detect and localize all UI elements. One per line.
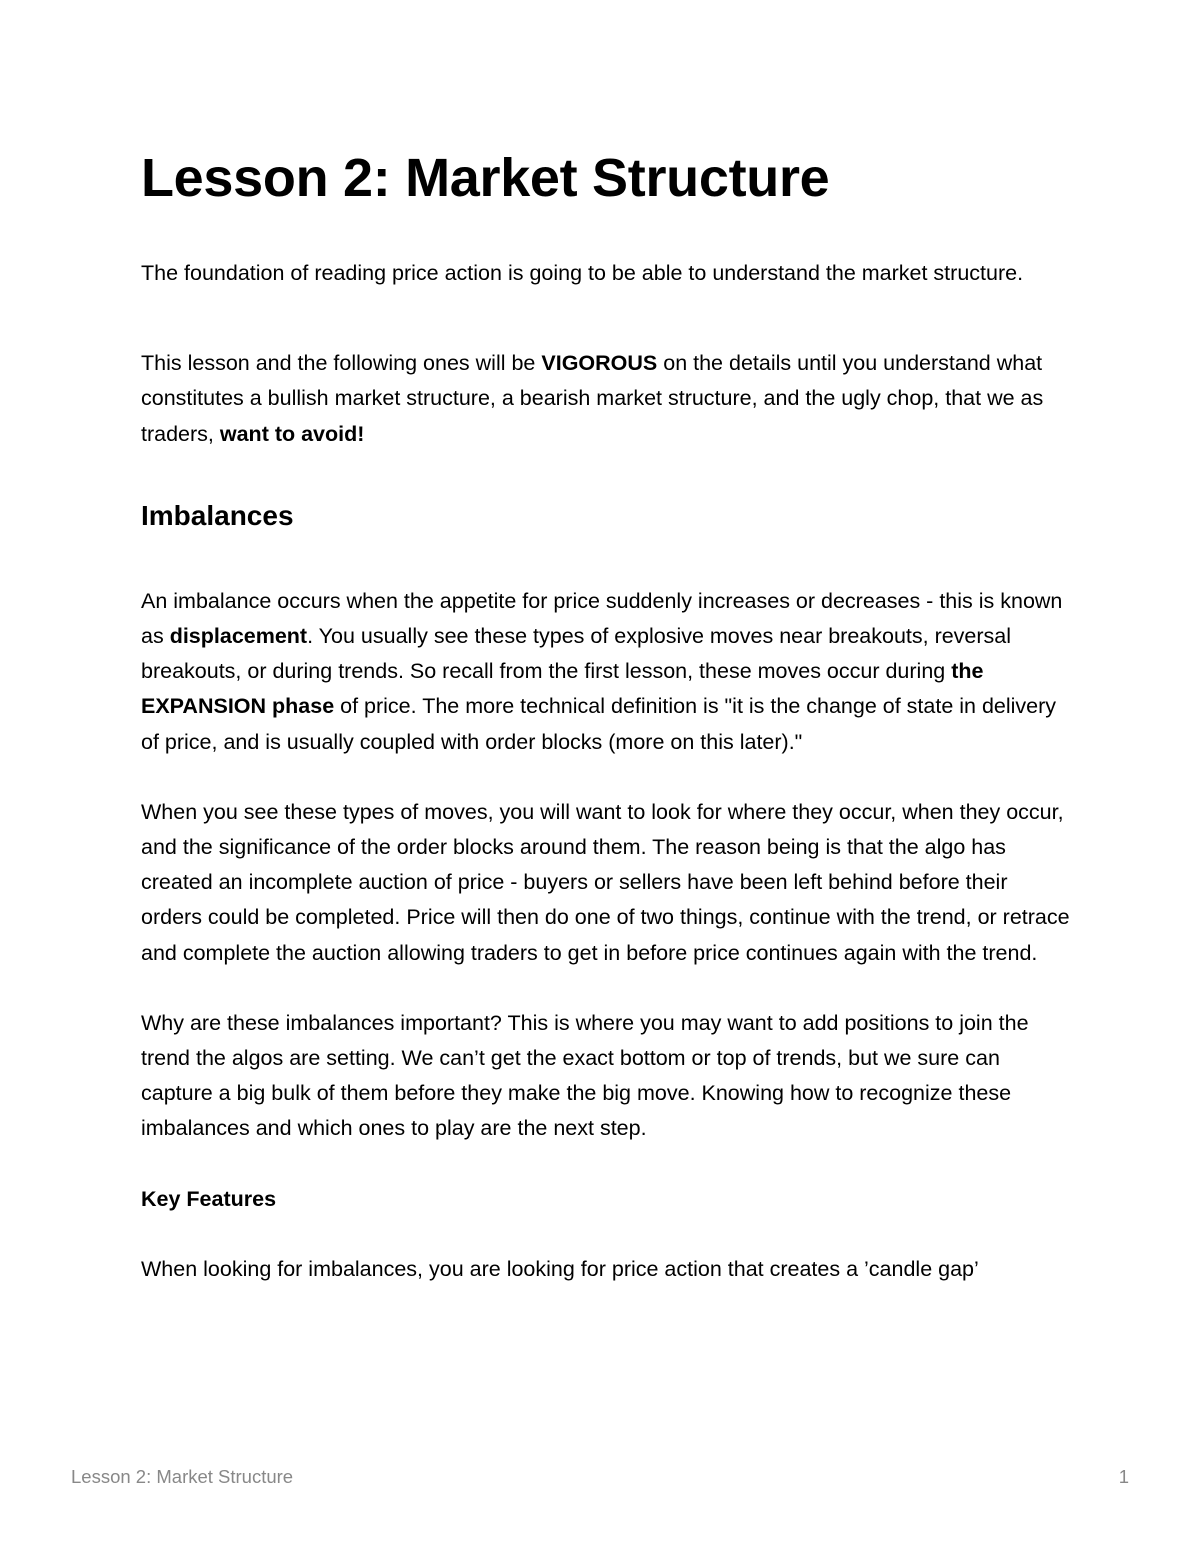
vigorous-bold: VIGOROUS bbox=[541, 351, 658, 376]
avoid-bold: want to avoid! bbox=[219, 421, 365, 446]
imbalance-definition-paragraph bbox=[141, 584, 1071, 760]
imbalance-text-2: . You usually see these types of explosive moves near breakouts, reversal breakouts, or during trends. So recall from the first lesson, these moves occur during bbox=[141, 624, 1012, 684]
key-features-heading: Key Features bbox=[141, 1186, 277, 1211]
footer-page-number: 1 bbox=[1118, 1466, 1129, 1487]
imbalances-heading: Imbalances bbox=[141, 499, 294, 531]
vigorous-paragraph bbox=[141, 346, 1071, 452]
expansion-phase-bold: the EXPANSION phase bbox=[141, 659, 984, 719]
intro-paragraph: The foundation of reading price action is going to be able to understand the market structure. bbox=[141, 261, 1024, 285]
when-paragraph: When you see these types of moves, you will want to look for where they occur, when they occur, and the significance of the order blocks around them. The reason being is that the algo has created an incomplete auction of price - buyers or sellers have been left behind before their orders could be completed. Price will then do one of two things, continue with the trend, or retrace and complete the auction allowing traders to get in before price continues again with the trend. bbox=[141, 799, 1070, 965]
key-features-paragraph: When looking for imbalances, you are looking for price action that creates a ’candle gap’ bbox=[141, 1256, 979, 1281]
displacement-bold: displacement bbox=[169, 624, 308, 649]
page-content bbox=[141, 140, 1071, 1287]
imbalance-text-3: of price. The more technical definition is "it is the change of state in delivery of price, and is usually coupled with order blocks (more on this later)." bbox=[141, 694, 1057, 754]
footer-document-title: Lesson 2: Market Structure bbox=[71, 1466, 294, 1487]
vigorous-text-1: This lesson and the following ones will be bbox=[141, 351, 542, 376]
vigorous-text-2: on the details until you understand what constitutes a bullish market structure, a bearish market structure, and the ugly chop, that we as traders, bbox=[141, 351, 1044, 446]
imbalance-text-1: An imbalance occurs when the appetite for price suddenly increases or decreases - this is known as bbox=[141, 588, 1063, 649]
page-title: Lesson 2: Market Structure bbox=[141, 148, 830, 208]
why-paragraph: Why are these imbalances important? This is where you may want to add positions to join the trend the algos are setting. We can’t get the exact bottom or top of trends, but we sure can capture a big bulk of them before they make the big move. Knowing how to recognize these imbalances and which ones to play are the next step. bbox=[141, 1010, 1029, 1141]
